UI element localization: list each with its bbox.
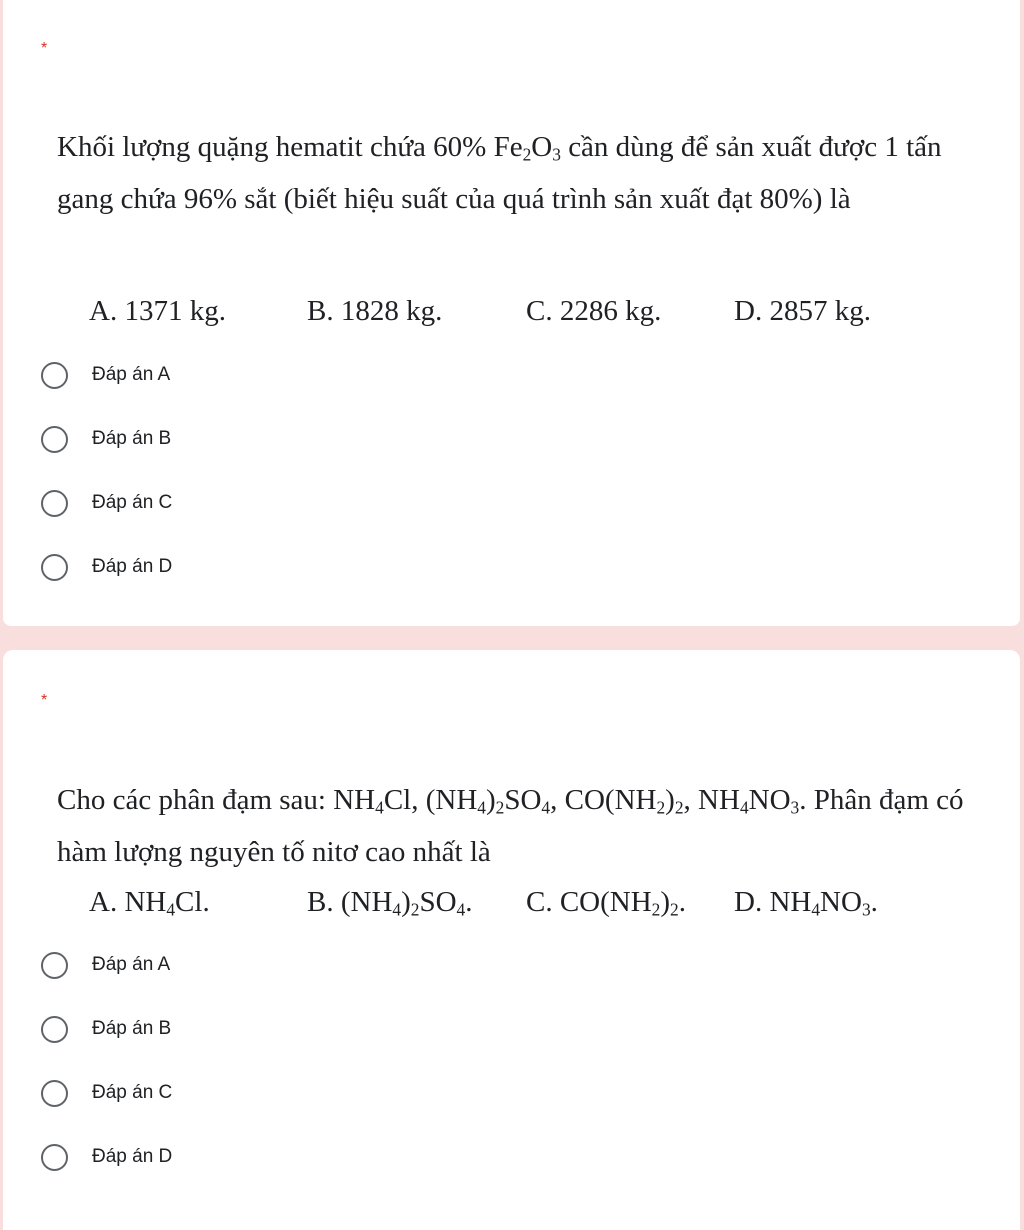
question-text: Cho các phân đạm sau: $NH_4Cl$, $(NH_4)_2SO_4$, $CO(NH_2)_2$, $NH_4NO_3$. Phân đạm có hàm lượng nguyên tố nitơ cao nhất là: [57, 784, 964, 868]
radio-option-d[interactable]: [41, 1139, 172, 1175]
radio-option-b[interactable]: [41, 1011, 171, 1047]
radio-circle-icon[interactable]: [41, 952, 68, 979]
radio-option-d[interactable]: [41, 549, 172, 585]
required-asterisk: *: [41, 692, 48, 709]
radio-circle-icon[interactable]: [41, 426, 68, 453]
choice-b: B. $(NH_4)_2SO_4$.: [307, 886, 473, 920]
choice-c: C. 2286 kg.: [526, 295, 662, 327]
choice-a: A. 1371 kg.: [89, 295, 226, 327]
choice-b: B. 1828 kg.: [307, 295, 443, 327]
radio-option-c[interactable]: [41, 1075, 172, 1111]
required-asterisk: *: [41, 40, 48, 57]
choice-d: D. $NH_4NO_3$.: [734, 886, 878, 920]
radio-option-a[interactable]: [41, 947, 170, 983]
option-label: Đáp án B: [92, 428, 172, 449]
question-text: Khối lượng quặng hematit chứa 60% $Fe_2O_3$ cần dùng để sản xuất được 1 tấn gang chứa 96% sắt (biết hiệu suất của quá trình sản xuất đạt 80%) là: [57, 131, 942, 215]
radio-option-a[interactable]: [41, 357, 170, 393]
radio-circle-icon[interactable]: [41, 1144, 68, 1171]
option-label: Đáp án D: [92, 1146, 173, 1167]
question-card-1: [3, 0, 1020, 626]
option-label: Đáp án B: [92, 1018, 172, 1039]
option-label: Đáp án C: [92, 1082, 173, 1103]
radio-circle-icon[interactable]: [41, 1080, 68, 1107]
radio-option-c[interactable]: [41, 485, 172, 521]
radio-circle-icon[interactable]: [41, 554, 68, 581]
option-label: Đáp án A: [92, 954, 171, 975]
radio-circle-icon[interactable]: [41, 490, 68, 517]
radio-circle-icon[interactable]: [41, 362, 68, 389]
question-card-2: [3, 650, 1020, 1230]
radio-circle-icon[interactable]: [41, 1016, 68, 1043]
option-label: Đáp án D: [92, 556, 173, 577]
option-label: Đáp án C: [92, 492, 173, 513]
choice-a: A. $NH_4Cl$.: [89, 886, 210, 920]
choice-c: C. $CO(NH_2)_2$.: [526, 886, 686, 920]
choice-d: D. 2857 kg.: [734, 295, 871, 327]
option-label: Đáp án A: [92, 364, 171, 385]
radio-option-b[interactable]: [41, 421, 171, 457]
